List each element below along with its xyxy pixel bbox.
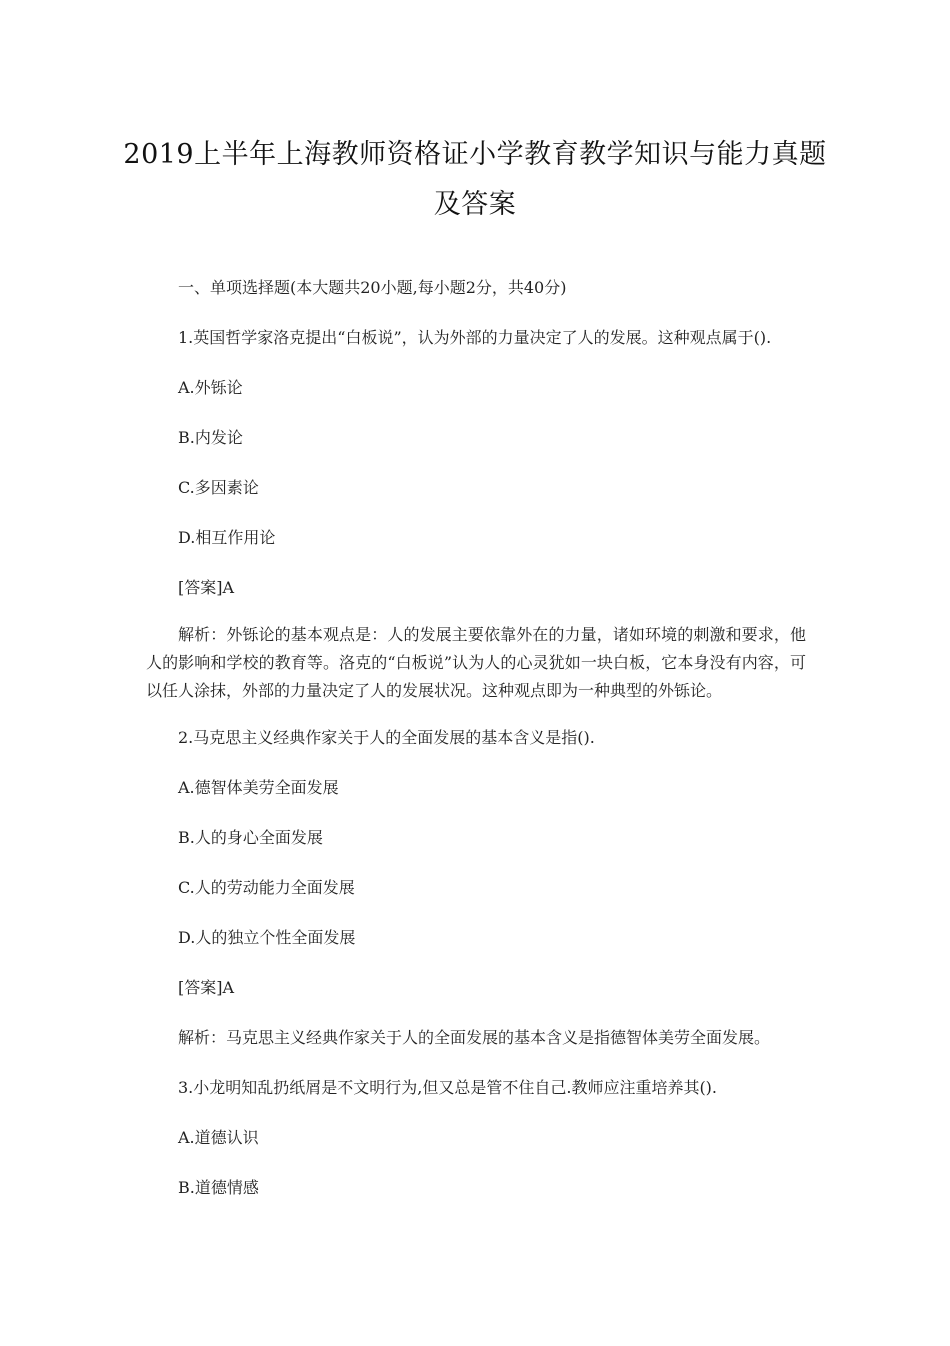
question-2-option-c: C.人的劳动能力全面发展 <box>178 878 355 897</box>
question-2-option-a: A.德智体美劳全面发展 <box>178 778 339 797</box>
question-3-stem: 3.小龙明知乱扔纸屑是不文明行为,但又总是管不住自己.教师应注重培养其(). <box>178 1078 718 1097</box>
question-1-option-a: A.外铄论 <box>178 378 243 397</box>
question-2-analysis: 解析：马克思主义经典作家关于人的全面发展的基本含义是指德智体美劳全面发展。 <box>178 1028 771 1047</box>
question-1-option-c: C.多因素论 <box>178 478 259 497</box>
question-2-stem: 2.马克思主义经典作家关于人的全面发展的基本含义是指(). <box>178 728 595 747</box>
section-heading: 一、单项选择题(本大题共20小题,每小题2分，共40分) <box>178 278 567 297</box>
document-title-line1: 2019上半年上海教师资格证小学教育教学知识与能力真题 <box>123 139 827 170</box>
question-1-answer: [答案]A <box>178 578 235 597</box>
question-1-option-b: B.内发论 <box>178 428 243 447</box>
question-2-option-d: D.人的独立个性全面发展 <box>178 928 356 947</box>
question-1-analysis: 解析：外铄论的基本观点是：人的发展主要依靠外在的力量，诸如环境的刺激和要求，他人的影响和学校的教育等。洛克的“白板说”认为人的心灵犹如一块白板，它本身没有内容，可以任人涂抹，外部的力量决定了人的发展状况。这种观点即为一种典型的外铄论。 <box>146 625 806 700</box>
question-2-option-b: B.人的身心全面发展 <box>178 828 323 847</box>
question-3-option-b: B.道德情感 <box>178 1178 259 1197</box>
question-3-option-a: A.道德认识 <box>178 1128 259 1147</box>
document-title-line2: 及答案 <box>433 189 517 220</box>
question-1-stem: 1.英国哲学家洛克提出“白板说”，认为外部的力量决定了人的发展。这种观点属于(). <box>178 328 772 347</box>
question-1-option-d: D.相互作用论 <box>178 528 276 547</box>
question-2-answer: [答案]A <box>178 978 235 997</box>
